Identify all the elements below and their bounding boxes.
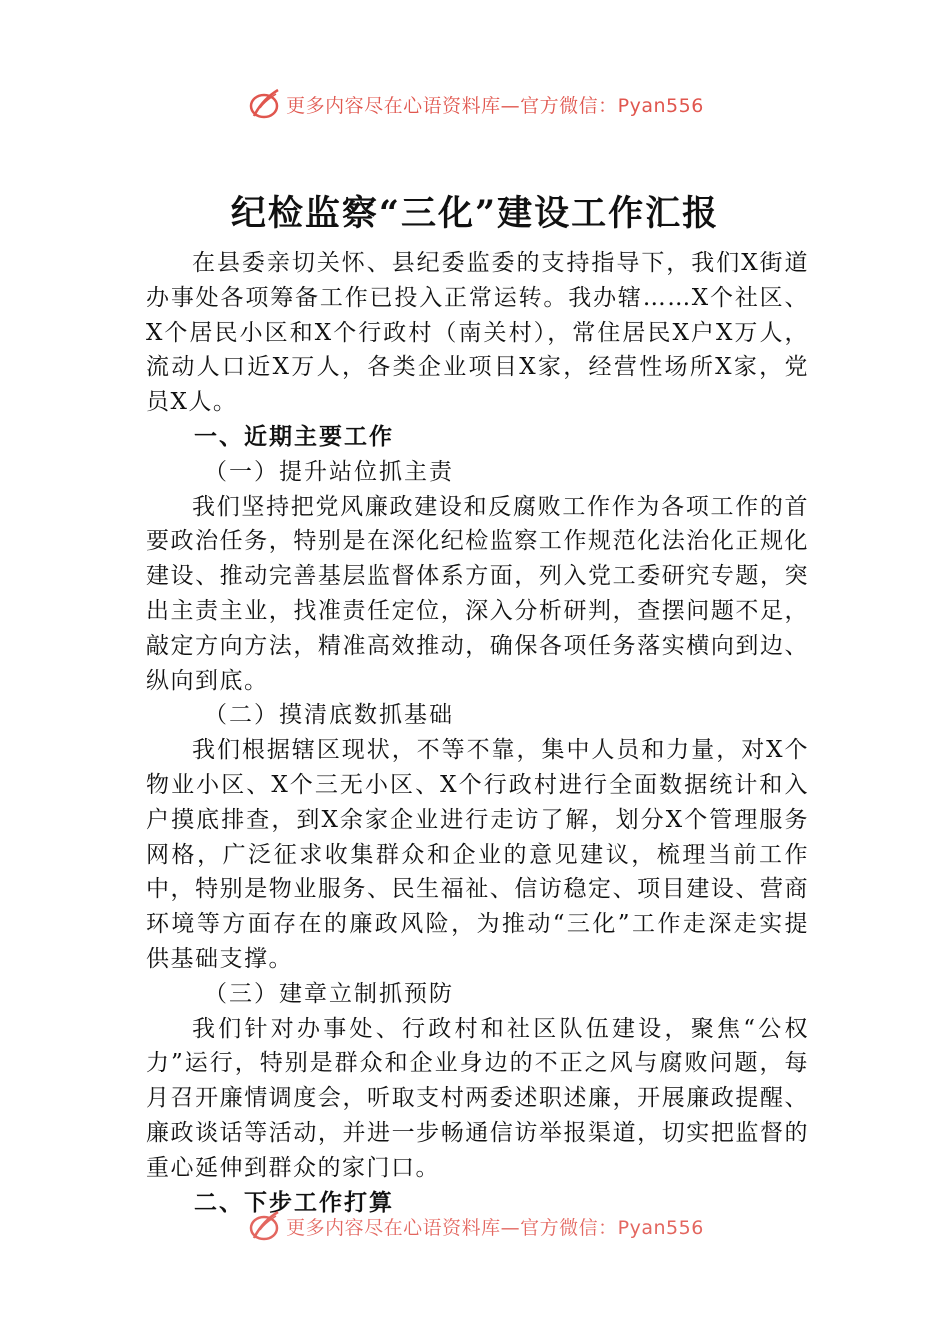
- subsection-paragraph-2: 我们根据辖区现状，不等不靠，集中人员和力量，对X个物业小区、X个三无小区、X个行政村进行全面数据统计和入户摸底排查，到X余家企业进行走访了解，划分X个管理服务网格，广泛征求收集群众和企业的意见建议，梳理当前工作中，特别是物业服务、民生福祉、信访稳定、项目建设、营商环境等方面存在的廉政风险，为推动“三化”工作走深走实提供基础支撑。: [146, 737, 809, 972]
- subsection-heading-3: （三）建章立制抓预防: [204, 980, 454, 1007]
- document-body: [146, 246, 809, 1220]
- section-heading-1: 一、近期主要工作: [194, 423, 394, 450]
- feather-logo-icon: [246, 1208, 282, 1244]
- document-title: 纪检监察“三化”建设工作汇报: [230, 193, 720, 234]
- watermark-footer: [0, 1206, 950, 1246]
- watermark-header: [0, 84, 950, 124]
- subsection-heading-1: （一）提升站位抓主责: [204, 458, 454, 485]
- subsection-paragraph-3: 我们针对办事处、行政村和社区队伍建设，聚焦“公权力”运行，特别是群众和企业身边的不正之风与腐败问题，每月召开廉情调度会，听取支村两委述职述廉，开展廉政提醒、廉政谈话等活动，并进一步畅通信访举报渠道，切实把监督的重心延伸到群众的家门口。: [146, 1015, 809, 1181]
- subsection-paragraph-1: 我们坚持把党风廉政建设和反腐败工作作为各项工作的首要政治任务，特别是在深化纪检监察工作规范化法治化正规化建设、推动完善基层监督体系方面，列入党工委研究专题，突出主责主业，找准责任定位，深入分析研判，查摆问题不足，敲定方向方法，精准高效推动，确保各项任务落实横向到边、纵向到底。: [146, 493, 809, 694]
- intro-paragraph: 在县委亲切关怀、县纪委监委的支持指导下，我们X街道办事处各项筹备工作已投入正常运转。我办辖……X个社区、X个居民小区和X个行政村（南关村），常住居民X户X万人，流动人口近X万人，各类企业项目X家，经营性场所X家，党员X人。: [146, 250, 809, 416]
- section-heading-2: 二、下步工作打算: [194, 1189, 394, 1216]
- watermark-text: 更多内容尽在心语资料库—官方微信：Pyan556: [286, 1216, 704, 1239]
- watermark-text: 更多内容尽在心语资料库—官方微信：Pyan556: [286, 94, 704, 117]
- subsection-heading-2: （二）摸清底数抓基础: [204, 702, 454, 729]
- feather-logo-icon: [246, 86, 282, 122]
